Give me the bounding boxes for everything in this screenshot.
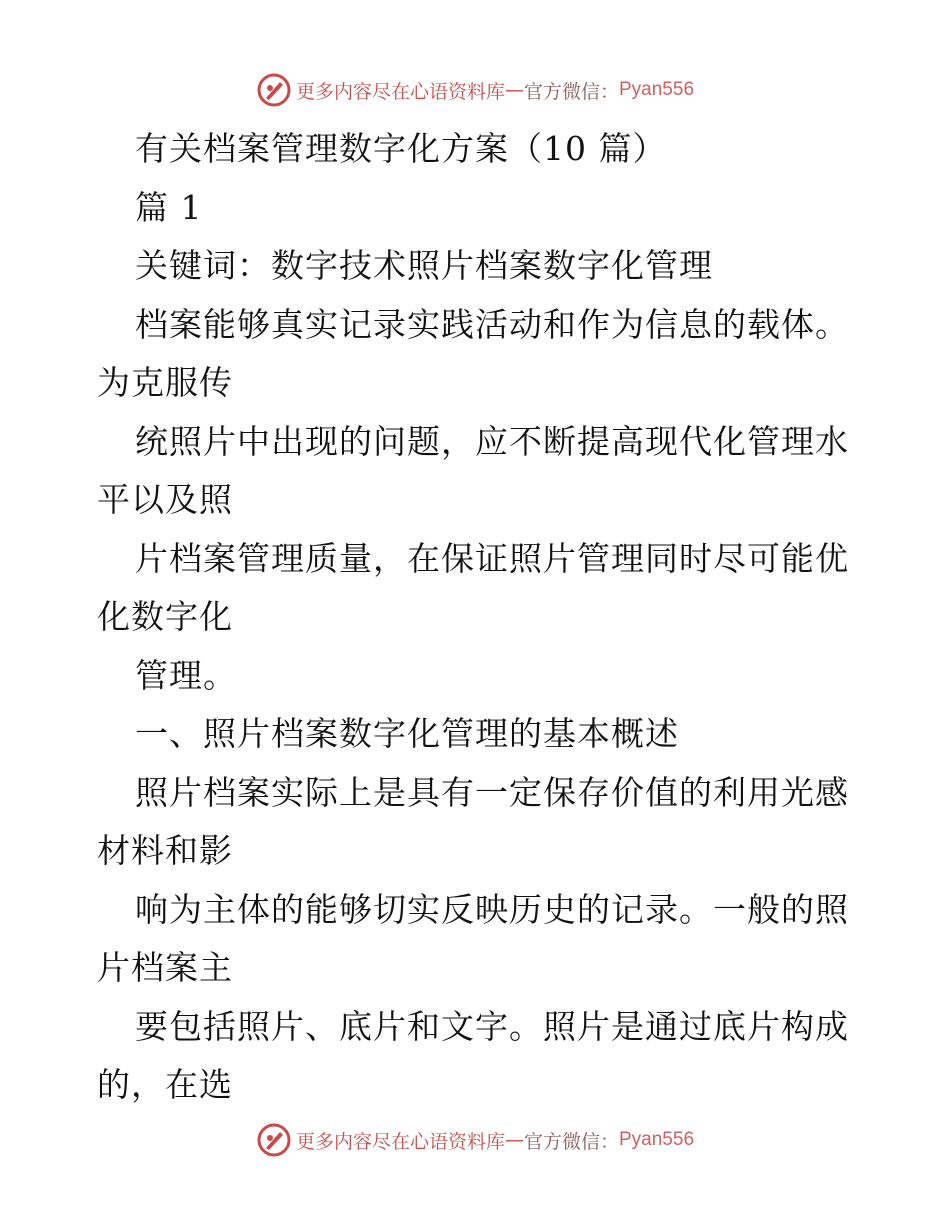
paragraph-line: 平以及照 [97,480,233,519]
wechat-id: Pyan556 [619,1129,695,1150]
banner-separator: — [504,1129,524,1151]
wechat-id: Pyan556 [619,79,695,100]
wechat-label: 官方微信： [523,80,619,103]
wechat-label: 官方微信： [523,1130,619,1153]
subsection-heading: 一、照片档案数字化管理的基本概述 [135,714,679,753]
paragraph-line: 化数字化 [97,597,233,636]
paragraph-line: 照片档案实际上是具有一定保存价值的利用光感 [135,772,849,812]
paragraph-line: 材料和影 [97,831,233,870]
banner-text: 更多内容尽在心语资料库 [295,80,505,103]
banner-separator: — [504,79,524,101]
quill-logo-icon [256,72,292,108]
document-body [97,120,857,1115]
footer-banner [0,1118,950,1162]
paragraph-line: 为克服传 [97,363,233,402]
header-banner [0,68,950,112]
paragraph-line: 响为主体的能够切实反映历史的记录。一般的照 [135,889,849,929]
paragraph-line: 片档案管理质量，在保证照片管理同时尽可能优 [135,538,849,578]
paragraph-line: 管理。 [135,655,237,695]
keywords-line: 关键词：数字技术照片档案数字化管理 [135,246,713,285]
quill-logo-icon [256,1122,292,1158]
paragraph-line: 统照片中出现的问题，应不断提高现代化管理水 [135,421,849,461]
paragraph-line: 要包括照片、底片和文字。照片是通过底片构成 [135,1006,849,1046]
doc-title: 有关档案管理数字化方案（10 篇） [135,129,667,168]
paragraph-line: 片档案主 [97,948,233,987]
paragraph-line: 的，在选 [97,1065,233,1104]
paragraph-line: 档案能够真实记录实践活动和作为信息的载体。 [135,304,849,344]
section-heading: 篇 1 [135,187,203,227]
banner-text: 更多内容尽在心语资料库 [295,1130,505,1153]
